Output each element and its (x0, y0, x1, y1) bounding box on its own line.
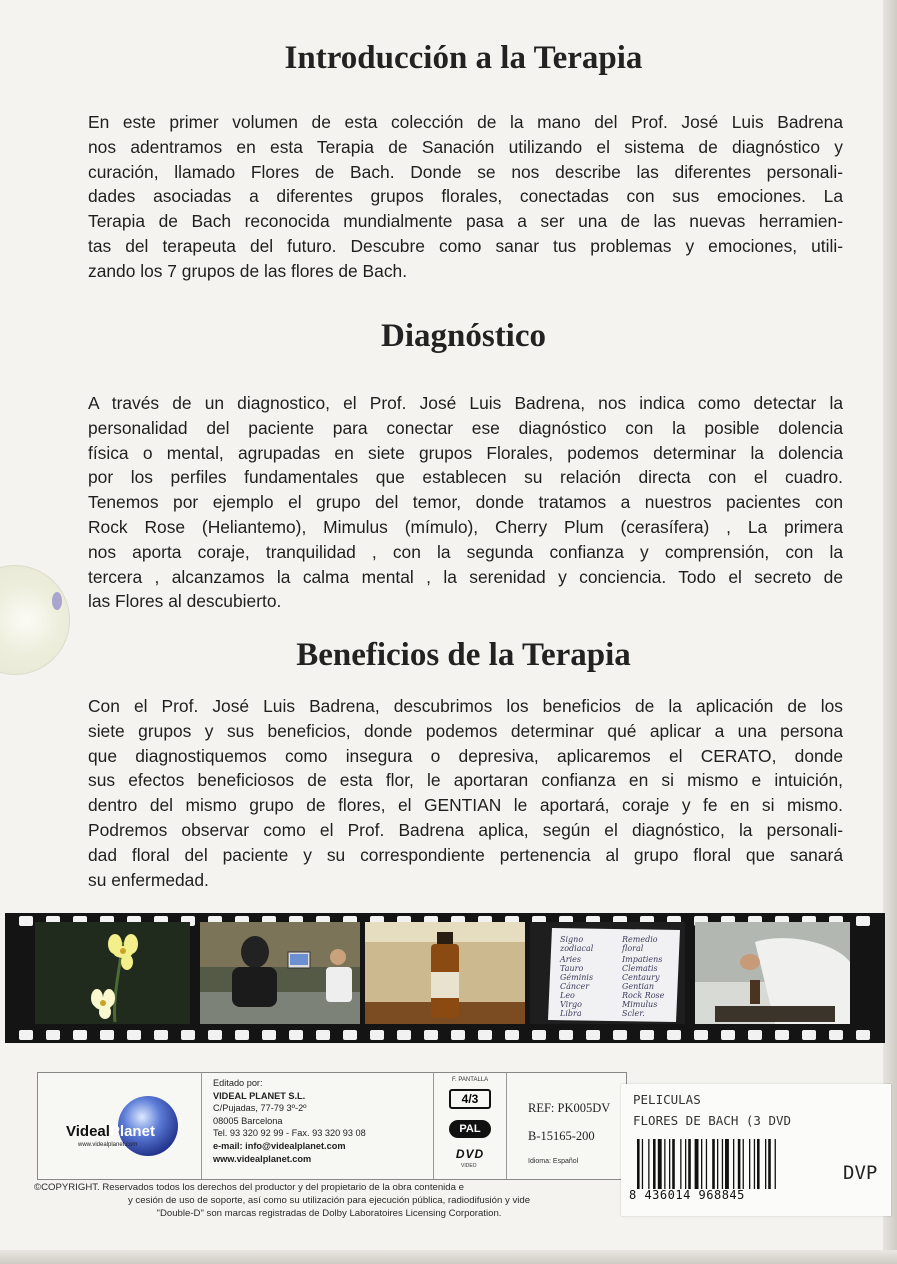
film-frame-office (200, 922, 360, 1024)
section-text-beneficios (88, 694, 843, 892)
film-hole (154, 1030, 168, 1040)
bottle-image (365, 922, 525, 1024)
case-edge-bottom (0, 1250, 897, 1264)
text-line: tercera , alcanzamos la calma mental , la serenidad y conciencia. Todo el secreto de (88, 566, 843, 587)
card-text: Rock Rose (622, 991, 665, 1000)
film-hole (73, 1030, 87, 1040)
film-hole (19, 1030, 33, 1040)
logo-text-videal: Videal (66, 1123, 110, 1140)
videal-planet-logo (66, 1123, 155, 1140)
card-text: Centaury (622, 973, 660, 982)
dvd-video-label: VIDEO (461, 1163, 477, 1169)
text-line: siete grupos y sus beneficios, donde podemos determinar qué aplicar a una persona (88, 720, 843, 741)
publisher-address1: C/Pujadas, 77-79 3º-2º (213, 1103, 307, 1114)
logo-text-planet: Planet (109, 1123, 155, 1140)
text-line: tas del terapeuta del futuro. Descubre como sanar tus problemas y emociones, utili- (88, 235, 843, 256)
office-image (200, 922, 360, 1024)
film-hole (586, 1030, 600, 1040)
text-line: Terapia de Bach reconocida mundialmente pasa a ser una de las nuevas herramien- (88, 211, 843, 232)
section-title-beneficios: Beneficios de la Terapia (296, 637, 631, 673)
film-hole (694, 1030, 708, 1040)
card-text: Remedio (622, 935, 658, 944)
film-hole (235, 1030, 249, 1040)
film-hole (100, 1030, 114, 1040)
language-label: Idioma: Español (528, 1158, 579, 1165)
case-edge-right (883, 0, 897, 1264)
film-hole (856, 916, 870, 926)
film-hole (613, 1030, 627, 1040)
text-line: nos aporta coraje, tranquilidad , con la segunda confianza y comprensión, con la (88, 541, 843, 562)
chart-card-image (530, 922, 685, 1024)
disc-highlight (52, 592, 62, 610)
price-sticker (621, 1084, 891, 1216)
text-line: dad floral del paciente y su correspondiente pertenencia al grupo floral que sanará (88, 844, 843, 865)
text-line: su enfermedad. (88, 869, 209, 890)
film-hole (181, 1030, 195, 1040)
sticker-category: PELICULAS (633, 1092, 701, 1107)
film-hole (370, 1030, 384, 1040)
card-text: Clematis (622, 964, 658, 973)
text-line: sus efectos beneficiosos de esta flor, le aportaran confianza en si mismo e intuición, (88, 770, 843, 791)
card-text: floral (622, 944, 644, 953)
card-text: Aries (560, 955, 581, 964)
publisher-info-box (37, 1072, 627, 1180)
sticker-code: DVP (843, 1162, 878, 1184)
divider (433, 1073, 434, 1179)
card-text: Leo (560, 991, 575, 1000)
card-text: zodiacal (560, 944, 594, 953)
text-line: Con el Prof. José Luis Badrena, descubrimos los beneficios de la aplicación de los (88, 696, 843, 716)
text-line: que diagnostiquemos como insegura o depresiva, aplicaremos el CERATO, donde (88, 745, 843, 766)
publisher-email: e-mail: info@videalplanet.com (213, 1140, 346, 1151)
sticker-title: FLORES DE BACH (3 DVD (633, 1113, 792, 1128)
text-line: nos adentramos en esta Terapia de Sanación utilizando el sistema de diagnóstico y (88, 136, 843, 157)
card-text: Libra (560, 1009, 582, 1018)
film-hole (397, 1030, 411, 1040)
legal-deposit: B-15165-200 (528, 1129, 595, 1143)
film-hole (559, 1030, 573, 1040)
film-frame-bottle (365, 922, 525, 1024)
card-text: Mimulus (622, 1000, 658, 1009)
flower-image (35, 922, 190, 1024)
film-hole (721, 1030, 735, 1040)
publisher-name: VIDEAL PLANET S.L. (213, 1090, 306, 1101)
film-hole (667, 1030, 681, 1040)
film-hole (505, 1030, 519, 1040)
card-text: Tauro (560, 964, 584, 973)
card-text: Scler. (622, 1009, 645, 1018)
card-text: Géminis (560, 973, 594, 982)
publisher-details (213, 1077, 366, 1165)
divider (506, 1073, 507, 1179)
text-line: curación, llamado Flores de Bach. Donde se nos describe las diferentes personali- (88, 161, 843, 182)
film-hole (829, 1030, 843, 1040)
text-line: Rock Rose (Heliantemo), Mimulus (mímulo), Cherry Plum (cerasífera) , La primera (88, 516, 843, 537)
film-hole (289, 1030, 303, 1040)
film-frame-chart-card (530, 922, 685, 1024)
text-line: dades asociadas a diferentes grupos florales, conectadas con sus emociones. La (88, 186, 843, 207)
catalog-ref: REF: PK005DV (528, 1101, 611, 1115)
dvd-logo-icon: DVD (455, 1147, 485, 1161)
film-hole (424, 1030, 438, 1040)
film-hole (532, 1030, 546, 1040)
film-holes-bottom (19, 1030, 879, 1040)
film-hole (208, 1030, 222, 1040)
screen-format-label: F. PANTALLA (452, 1077, 489, 1083)
film-hole (856, 1030, 870, 1040)
barcode-icon (635, 1139, 820, 1191)
text-line: Podremos observar como el Prof. Badrena aplica, según el diagnóstico, la personali- (88, 819, 843, 840)
film-frame-flower (35, 922, 190, 1024)
film-frame-lab (695, 922, 850, 1024)
card-text: Gentian (622, 982, 654, 991)
text-line: personalidad del paciente para conectar ese diagnóstico con la posible dolencia (88, 417, 843, 438)
film-hole (262, 1030, 276, 1040)
film-hole (748, 1030, 762, 1040)
text-line: física o mental, agrupadas en siete grupos Florales, podemos determinar la dolencia (88, 442, 843, 463)
card-text: Impatiens (622, 955, 663, 964)
logo-url: www.videalplanet.com (78, 1142, 138, 1148)
film-hole (343, 1030, 357, 1040)
film-hole (316, 1030, 330, 1040)
card-text: Cáncer (560, 982, 590, 991)
film-hole (451, 1030, 465, 1040)
text-line: Tenemos por ejemplo el grupo del temor, donde tratamos a nuestros pacientes con (88, 492, 843, 513)
film-hole (478, 1030, 492, 1040)
section-title-diagnostico: Diagnóstico (381, 318, 546, 354)
film-hole (127, 1030, 141, 1040)
film-hole (802, 1030, 816, 1040)
copyright-line: ©COPYRIGHT. Reservados todos los derechos del productor y del propietario de la obra contenida e (34, 1182, 464, 1193)
text-line: por los perfiles fundamentales que establecen su relación directa con el cuadro. (88, 467, 843, 488)
publisher-address2: 08005 Barcelona (213, 1115, 283, 1126)
publisher-web: www.videalplanet.com (213, 1153, 312, 1164)
film-hole (640, 1030, 654, 1040)
text-line: A través de un diagnostico, el Prof. José Luis Badrena, nos indica como detectar la (88, 393, 843, 413)
divider (201, 1073, 202, 1179)
film-hole (19, 916, 33, 926)
aspect-ratio-badge: 4/3 (449, 1089, 491, 1109)
card-text: Virgo (560, 1000, 582, 1009)
copyright-notice (34, 1181, 624, 1220)
film-hole (46, 1030, 60, 1040)
text-line: dentro del mismo grupo de flores, el GENTIAN le aportará, coraje y fe en si mismo. (88, 795, 843, 816)
edited-by-label: Editado por: (213, 1078, 263, 1088)
section-text-diagnostico (88, 391, 843, 614)
text-line: zando los 7 grupos de las flores de Bach. (88, 260, 408, 281)
publisher-phone: Tel. 93 320 92 99 - Fax. 93 320 93 08 (213, 1128, 366, 1139)
pal-badge: PAL (449, 1120, 491, 1138)
copyright-line: y cesión de uso de soporte, así como su utilización para ejecución pública, radiodifusión y vide (127, 1195, 531, 1206)
barcode-number: 8 436014 968845 (629, 1188, 745, 1202)
lab-image (695, 922, 850, 1024)
text-line: En este primer volumen de esta colección de la mano del Prof. José Luis Badrena (88, 112, 843, 132)
text-line: las Flores al descubierto. (88, 591, 282, 612)
copyright-line: "Double-D" son marcas registradas de Dolby Laboratoires Licensing Corporation. (156, 1208, 502, 1219)
film-hole (775, 1030, 789, 1040)
card-text: Signo (560, 935, 584, 944)
section-title-introduccion: Introducción a la Terapia (284, 40, 643, 76)
section-text-introduccion (88, 110, 843, 284)
film-strip (5, 913, 885, 1043)
